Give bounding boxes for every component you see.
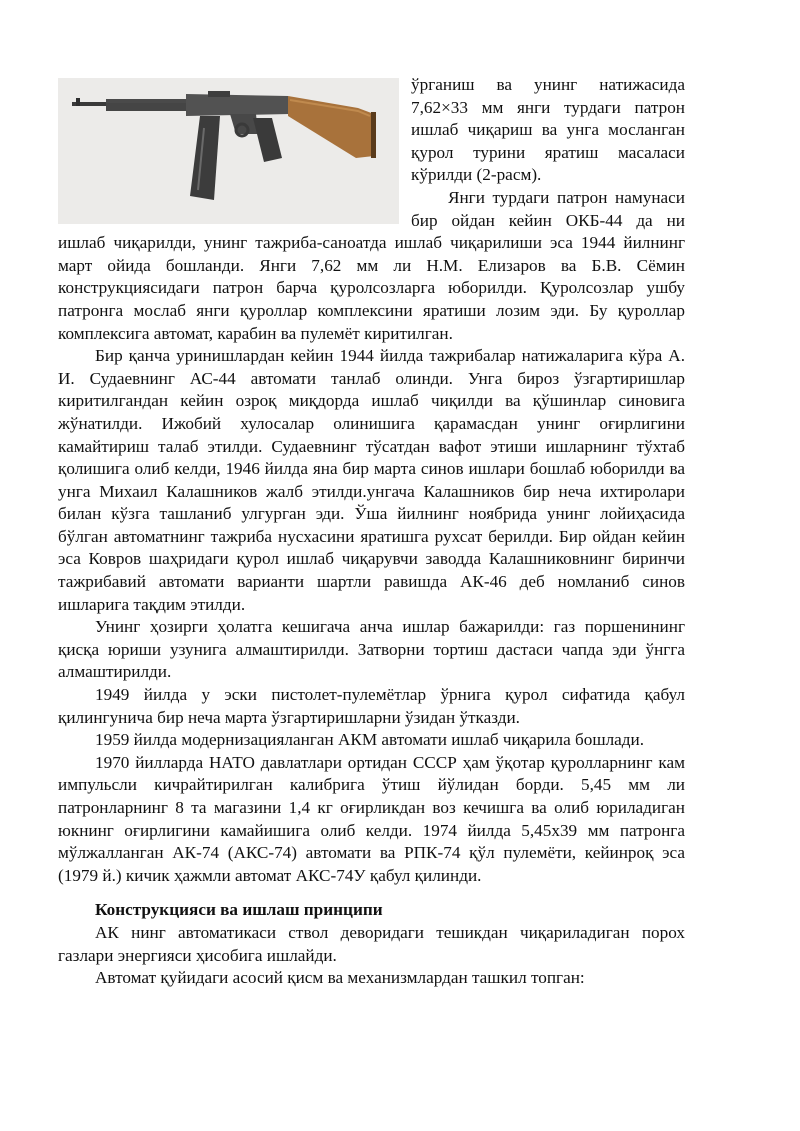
section-paragraph-2: Автомат қуйидаги асосий қисм ва механизмлардан ташкил топган: [95,968,585,988]
paragraph-2: Янги турдаги патрон намунаси бир ойдан кейин ОКБ-44 да ни ишлаб чиқарилди, унинг тажриба-саноатда ишлаб чиқарилиши эса 1944 йилнинг март ойида бошланди. Янги 7,62 мм ли Н.М. Елизаров ва Б.В. Сёмин конструкциясидаги патрон барча қуролсозларга юборилди. Қуролсозлар ушбу патронга мослаб янги қуроллар комплексини яратиши лозим эди. Бу қуроллар комплексига автомат, карабин ва пулемёт киритилган. [58,187,685,343]
paragraph-5: 1949 йилда у эски пистолет-пулемётлар ўрнига қурол сифатида қабул қилингунича бир неча марта ўзгартиришларни ўзидан ўтказди. [58,685,685,727]
paragraph-7: 1970 йилларда НАТО давлатлари ортидан СССР ҳам ўқотар қуролларнинг кам импульсли кичрайтирилган калибрига ўтиш йўлидан борди. 5,45 мм ли патронларнинг 8 та магазини 1,4 кг оғирликдан воз кечишга ва олиб юриладиган юкнинг оғирлигини камайишига олиб келди. 1974 йилда 5,45x39 мм патронга мўлжалланган АК-74 (АКС-74) автомати ва РПК-74 қўл пулемёти, кейинроқ эса (1979 й.) кичик ҳажмли автомат АКС-74У қабул қилинди. [58,752,685,885]
paragraph-4: Унинг ҳозирги ҳолатга кешигача анча ишлар бажарилди: газ поршенининг қисқа юриши узунига алмаштирилди. Затворни тортиш дастаси чапда эди ўнгга алмаштирилди. [58,617,685,682]
rifle-icon [58,78,399,224]
section-heading: Конструкцияси ва ишлаш принципи [95,900,383,920]
paragraph-6: 1959 йилда модернизацияланган АКМ автомати ишлаб чиқарила бошлади. [95,730,645,750]
rifle-image [58,78,399,224]
document-page [58,74,685,990]
paragraph-1: ўрганиш ва унинг натижасида 7,62×33 мм янги турдаги патрон ишлаб чиқариш ва унга мосланган қурол турини яратиш масаласи кўрилди (2-расм). [411,75,685,185]
section-paragraph-1: АК нинг автоматикаси ствол деворидаги тешикдан чиқариладиган порох газлари энергияси ҳисобига ишлайди. [58,922,685,965]
paragraph-3: Бир қанча уринишлардан кейин 1944 йилда тажрибалар натижаларига кўра А. И. Судаевнинг АС-44 автомати танлаб олинди. Унга бироз ўзгартиришлар киритилгандан кейин озроқ миқдорда ишлаб чиқилди ва қўшинлар синовига жўнатилди. Ижобий хулосалар олинишига қарамасдан унинг оғирлигини камайтириш талаб этилди. Судаевнинг тўсатдан вафот этиши ишларнинг тўхтаб қолишига олиб келди, 1946 йилда яна бир марта синов ишлари бошлаб юборилди ва унга Михаил Калашников жалб этилди.унгача Калашников бир неча ихтиролари билан кўзга ташланиб улгурган эди. Ўша йилнинг ноябрида унинг лойиҳасида бўлган автоматнинг тажриба нусхасини яратишга рухсат берилди. Бир ойдан кейин эса Ковров шаҳридаги қурол ишлаб чиқарувчи заводда Калашниковнинг биринчи тажрибавий автомати варианти шартли равишда АК-46 деб номланиб синов ишларига тақдим этилди. [58,346,685,614]
